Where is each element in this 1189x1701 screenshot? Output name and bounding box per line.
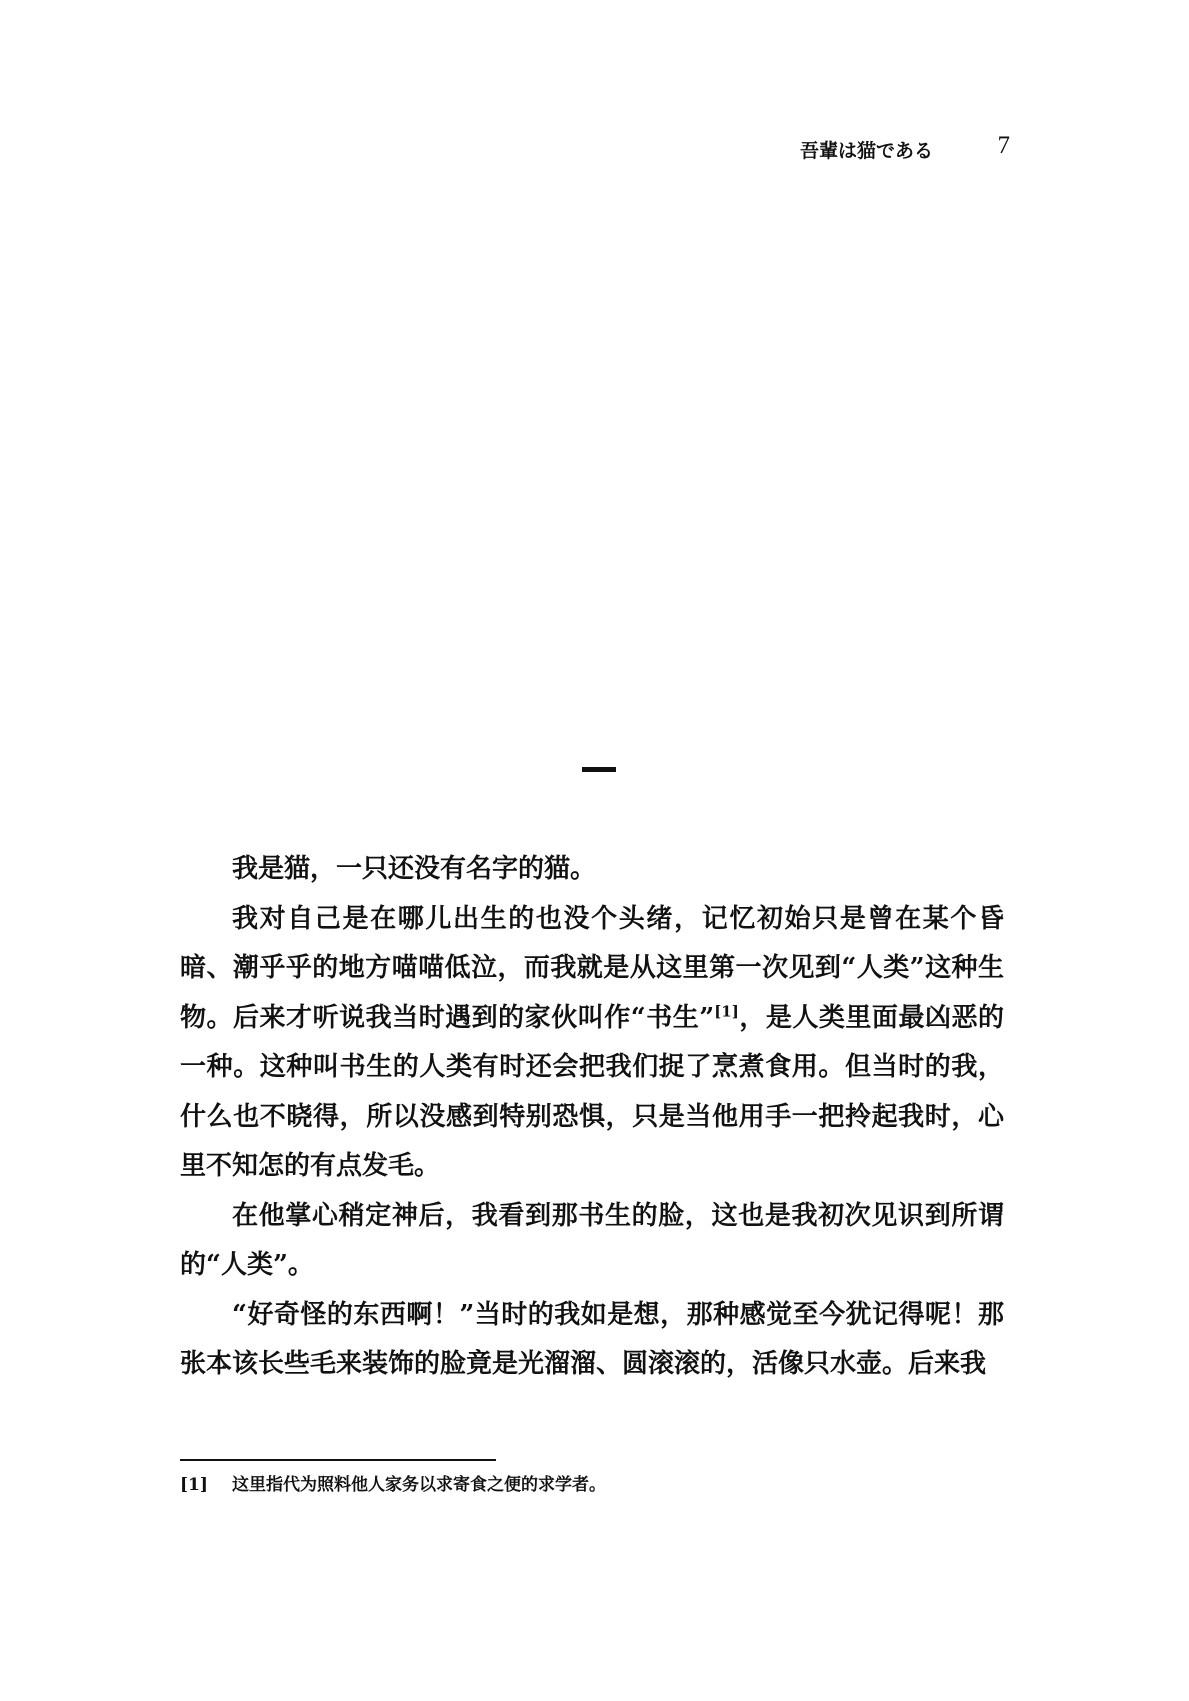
chapter-heading-mark	[582, 767, 616, 772]
footnote	[180, 1470, 1004, 1495]
chapter-heading	[0, 735, 1189, 775]
footnote-marker: [1]	[180, 1475, 208, 1495]
footnote-reference[interactable]: [1]	[714, 1001, 739, 1020]
paragraph: 在他掌心稍定神后，我看到那书生的脸，这也是我初次见识到所谓的“人类”。	[180, 1200, 1004, 1280]
paragraph: “好奇怪的东西啊！”当时的我如是想，那种感觉至今犹记得呢！那张本该长些毛来装饰的脸竟是光溜溜、圆滚滚的，活像只水壶。后来我	[180, 1299, 1004, 1379]
running-header	[800, 132, 1010, 166]
footnote-text: 这里指代为照料他人家务以求寄食之便的求学者。	[232, 1475, 606, 1495]
paragraph-text: ，是人类里面最凶恶的一种。这种叫书生的人类有时还会把我们捉了烹煮食用。但当时的我，什么也不晓得，所以没感到特别恐惧，只是当他用手一把拎起我时，心里不知怎的有点发毛。	[180, 1002, 1004, 1181]
paragraph: 我是猫，一只还没有名字的猫。	[232, 854, 597, 884]
paragraph-text: 我对自己是在哪儿出生的也没个头绪，记忆初始只是曾在某个昏暗、潮乎乎的地方喵喵低泣，而我就是从这里第一次见到“人类”这种生物。后来才听说我当时遇到的家伙叫作“书生”	[180, 903, 1004, 1033]
page-number: 7	[997, 132, 1010, 159]
header-title: 吾輩は猫である	[800, 140, 934, 162]
paragraph	[180, 895, 1004, 1192]
footnote-divider	[180, 1459, 496, 1461]
body-text	[180, 845, 1004, 1390]
